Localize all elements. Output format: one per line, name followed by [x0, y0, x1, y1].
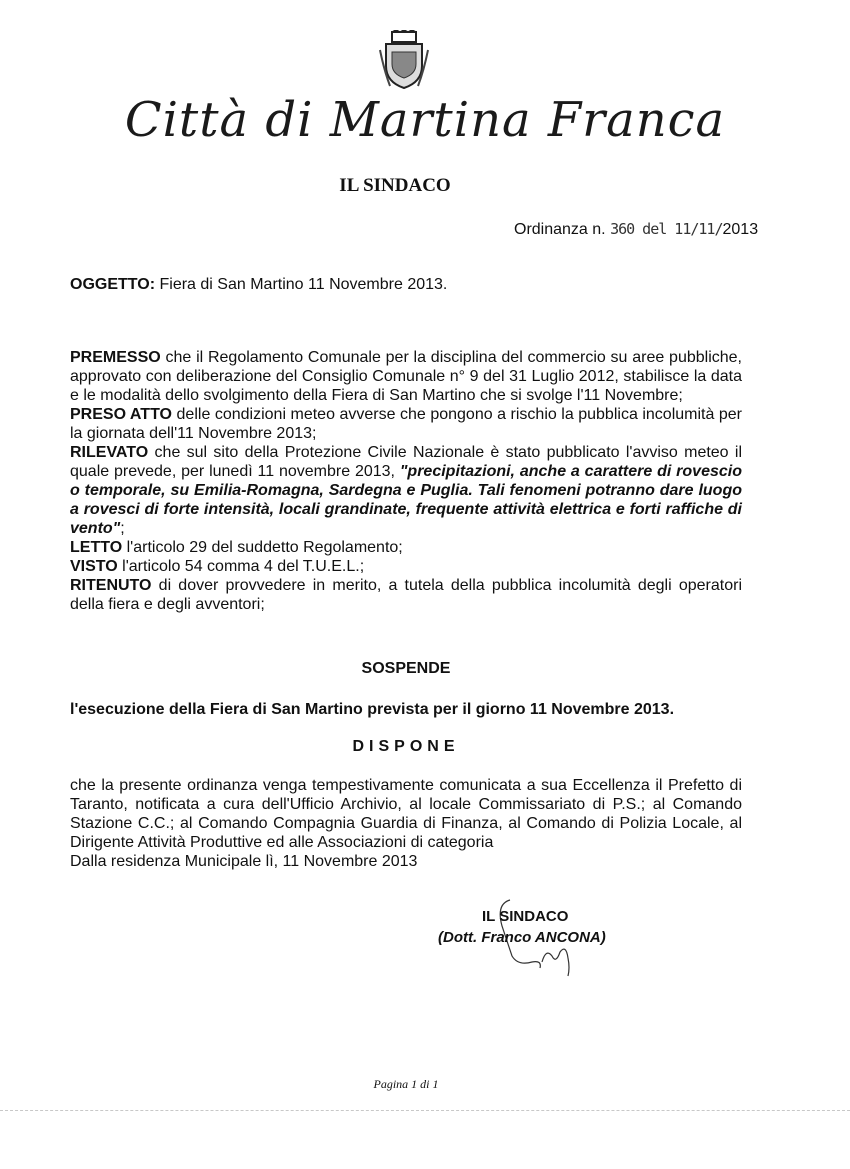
recital-ritenuto: [70, 576, 742, 614]
recital-label: RILEVATO: [70, 444, 149, 461]
recital-label: PREMESSO: [70, 349, 161, 366]
recital-text: che sul sito della Protezione Civile Nazionale è stato pubblicato l'avviso meteo il quale prevede, per lunedì 11 novembre 2013,: [70, 444, 742, 480]
recital-text: che il Regolamento Comunale per la disciplina del commercio su aree pubbliche, approvato con deliberazione del Consiglio Comunale n° 9 del 31 Luglio 2012, stabilisce la data e le modalità dello svolgimento della Fiera di San Martino che si svolge l'11 Novembre;: [70, 349, 743, 404]
subject-text: Fiera di San Martino 11 Novembre 2013.: [159, 276, 448, 293]
signature-title: IL SINDACO: [482, 908, 569, 925]
recital-text: di dover provvedere in merito, a tutela della pubblica incolumità degli operatori della fiera e degli avventori;: [70, 577, 742, 613]
ordinanza-year: 2013: [722, 221, 759, 238]
dispone-heading: DISPONE: [352, 738, 460, 755]
sospende-text: l'esecuzione della Fiera di San Martino prevista per il giorno 11 Novembre 2013.: [70, 701, 675, 718]
recital-letto: [70, 538, 742, 557]
dispone-body: [70, 776, 742, 871]
recital-preso-atto: [70, 405, 742, 443]
recital-label: RITENUTO: [70, 577, 152, 594]
page-bottom-divider: [0, 1110, 850, 1111]
ordinanza-prefix: Ordinanza n.: [514, 221, 606, 238]
subject-label: OGGETTO:: [70, 276, 156, 293]
sospende-heading: SOSPENDE: [361, 660, 451, 677]
recital-text: l'articolo 54 comma 4 del T.U.E.L.;: [122, 558, 365, 575]
recitals: [70, 348, 742, 614]
ordinanza-handwritten: 360 del 11/11/: [610, 220, 723, 238]
recital-text: l'articolo 29 del suddetto Regolamento;: [126, 539, 403, 556]
recital-end: ;: [120, 520, 125, 537]
weather-quote: "precipitazioni, anche a carattere di rovescio o temporale, su Emilia-Romagna, Sardegna e Puglia. Tali fenomeni potranno dare luogo a rovesci di forte intensità, locali grandinate, frequente attività elettrica e forti raffiche di vento": [70, 463, 742, 537]
recital-visto: [70, 557, 742, 576]
recital-label: LETTO: [70, 539, 123, 556]
city-title: Città di Martina Franca: [124, 92, 726, 148]
ordinanza-number: [514, 220, 758, 239]
recital-text: delle condizioni meteo avverse che pongono a rischio la pubblica incolumità per la giornata dell'11 Novembre 2013;: [70, 406, 743, 442]
page-number: Pagina 1 di 1: [373, 1077, 439, 1091]
recital-rilevato: [70, 443, 742, 538]
recital-premesso: [70, 348, 742, 405]
recital-label: VISTO: [70, 558, 118, 575]
subject-line: [70, 276, 447, 294]
dispone-text: che la presente ordinanza venga tempestivamente comunicata a sua Eccellenza il Prefetto di Taranto, notificata a cura dell'Ufficio Archivio, al locale Commissariato di P.S.; al Comando Stazione C.C.; al Comando Compagnia Guardia di Finanza, al Comando di Polizia Locale, al Dirigente Attività Produttive ed alle Associazioni di categoria: [70, 777, 742, 851]
signature-name: (Dott. Franco ANCONA): [438, 929, 606, 946]
office-heading: IL SINDACO: [339, 175, 451, 196]
recital-label: PRESO ATTO: [70, 406, 173, 423]
city-crest-icon: [378, 30, 430, 92]
signature-block: [438, 906, 606, 948]
residenza-line: Dalla residenza Municipale lì, 11 Novembre 2013: [70, 853, 418, 870]
